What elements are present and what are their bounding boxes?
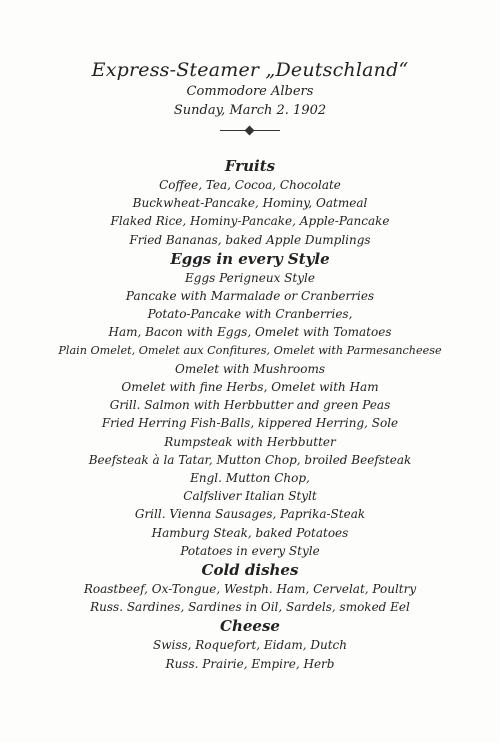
divider-diamond-icon [245,126,255,136]
section-cold-dishes [0,560,500,616]
ornament-divider [220,126,280,136]
menu-item: Calfsliver Italian Stylt [183,489,317,504]
menu-item: Grill. Vienna Sausages, Paprika-Steak [134,507,366,522]
section-fruits [0,156,500,249]
menu-item: Swiss, Roquefort, Eidam, Dutch [153,638,347,653]
commander-line: Commodore Albers [186,84,314,99]
menu-item: Beefsteak à la Tatar, Mutton Chop, broiled Beefsteak [88,452,412,467]
menu-item: Hamburg Steak, baked Potatoes [151,525,349,540]
menu-item: Buckwheat-Pancake, Hominy, Oatmeal [132,196,368,211]
menu-header [0,58,500,136]
menu-item: Coffee, Tea, Cocoa, Chocolate [159,178,341,192]
ship-title: Express-Steamer „Deutschland“ [91,59,409,81]
section-title: Cheese [220,617,280,636]
section-title: Cold dishes [201,561,299,580]
section-cheese [0,616,500,672]
section-title: Fruits [224,157,276,175]
menu-item: Flaked Rice, Hominy-Pancake, Apple-Pancake [110,214,390,229]
menu-item: Potato-Pancake with Cranberries, [147,307,353,322]
menu-item: Grill. Salmon with Herbbutter and green Peas [109,398,391,413]
menu-item: Engl. Mutton Chop, [190,471,310,486]
menu-item: Roastbeef, Ox-Tongue, Westph. Ham, Cervelat, Poultry [83,582,417,597]
menu-item: Ham, Bacon with Eggs, Omelet with Tomatoes [108,325,392,340]
menu-item: Plain Omelet, Omelet aux Confitures, Omelet with Parmesancheese [58,343,442,357]
menu-item: Russ. Prairie, Empire, Herb [165,656,335,671]
menu-item: Potatoes in every Style [180,543,320,558]
menu-item: Pancake with Marmalade or Cranberries [125,289,375,304]
section-title: Eggs in every Style [170,249,330,268]
menu-item: Fried Herring Fish-Balls, kippered Herring, Sole [101,416,399,431]
section-eggs [0,249,500,560]
menu-item: Omelet with fine Herbs, Omelet with Ham [121,380,379,395]
menu-item: Omelet with Mushrooms [175,361,325,376]
menu-item: Fried Bananas, baked Apple Dumplings [129,232,371,247]
menu-item: Eggs Perigneux Style [185,270,315,285]
date-line: Sunday, March 2. 1902 [173,103,327,118]
menu-item: Russ. Sardines, Sardines in Oil, Sardels, smoked Eel [90,600,410,615]
menu-body [0,156,500,673]
menu-item: Rumpsteak with Herbbutter [164,434,336,449]
